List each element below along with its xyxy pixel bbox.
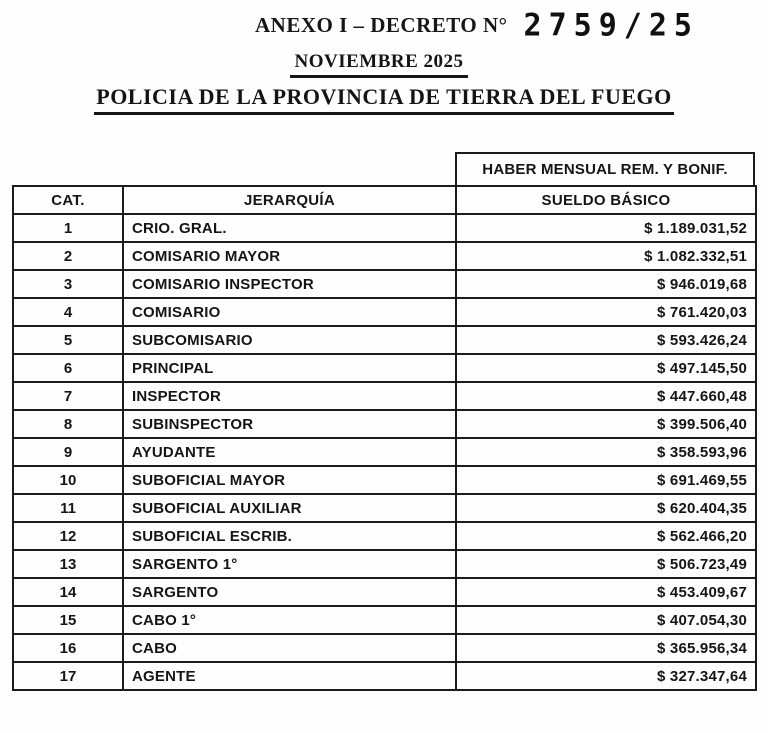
table-row: [13, 578, 756, 606]
jerarquia-cell: AYUDANTE: [123, 438, 456, 466]
category-cell: 10: [13, 466, 123, 494]
sueldo-cell: $ 453.409,67: [456, 578, 756, 606]
jerarquia-cell: COMISARIO INSPECTOR: [123, 270, 456, 298]
sueldo-cell: $ 506.723,49: [456, 550, 756, 578]
month-subtitle-wrap: [0, 51, 758, 78]
anexo-decreto-label: ANEXO I – DECRETO N°: [255, 13, 508, 37]
sueldo-cell: $ 1.189.031,52: [456, 214, 756, 242]
category-cell: 12: [13, 522, 123, 550]
jerarquia-cell: SUBOFICIAL ESCRIB.: [123, 522, 456, 550]
sueldo-cell: $ 562.466,20: [456, 522, 756, 550]
sueldo-cell: $ 365.956,34: [456, 634, 756, 662]
table-row: [13, 354, 756, 382]
jerarquia-cell: SARGENTO: [123, 578, 456, 606]
jerarquia-cell: SUBINSPECTOR: [123, 410, 456, 438]
category-cell: 16: [13, 634, 123, 662]
jerarquia-cell: SUBOFICIAL AUXILIAR: [123, 494, 456, 522]
jerarquia-cell: SUBOFICIAL MAYOR: [123, 466, 456, 494]
table-row: [13, 382, 756, 410]
column-header-jerarquia: JERARQUÍA: [123, 186, 456, 214]
salary-table-body: [13, 214, 756, 690]
category-cell: 13: [13, 550, 123, 578]
jerarquia-cell: CABO 1°: [123, 606, 456, 634]
sueldo-cell: $ 407.054,30: [456, 606, 756, 634]
category-cell: 14: [13, 578, 123, 606]
category-cell: 2: [13, 242, 123, 270]
table-row: [13, 242, 756, 270]
table-row: [13, 466, 756, 494]
column-header-sueldo-basico: SUELDO BÁSICO: [456, 186, 756, 214]
table-row: [13, 550, 756, 578]
sueldo-cell: $ 691.469,55: [456, 466, 756, 494]
table-row: [13, 634, 756, 662]
table-row: [13, 522, 756, 550]
sueldo-cell: $ 399.506,40: [456, 410, 756, 438]
table-row: [13, 494, 756, 522]
category-cell: 9: [13, 438, 123, 466]
institution-heading-wrap: [0, 84, 768, 115]
jerarquia-cell: CRIO. GRAL.: [123, 214, 456, 242]
sueldo-cell: $ 761.420,03: [456, 298, 756, 326]
jerarquia-cell: PRINCIPAL: [123, 354, 456, 382]
category-cell: 6: [13, 354, 123, 382]
institution-heading: POLICIA DE LA PROVINCIA DE TIERRA DEL FUEGO: [94, 84, 674, 115]
category-cell: 5: [13, 326, 123, 354]
table-row: [13, 438, 756, 466]
category-cell: 4: [13, 298, 123, 326]
column-header-cat: CAT.: [13, 186, 123, 214]
haber-mensual-group-header: HABER MENSUAL REM. Y BONIF.: [455, 152, 755, 185]
table-row: [13, 326, 756, 354]
jerarquia-cell: AGENTE: [123, 662, 456, 690]
salary-table: [12, 185, 757, 691]
category-cell: 1: [13, 214, 123, 242]
jerarquia-cell: SARGENTO 1°: [123, 550, 456, 578]
jerarquia-cell: INSPECTOR: [123, 382, 456, 410]
sueldo-cell: $ 593.426,24: [456, 326, 756, 354]
jerarquia-cell: SUBCOMISARIO: [123, 326, 456, 354]
jerarquia-cell: COMISARIO: [123, 298, 456, 326]
sueldo-cell: $ 447.660,48: [456, 382, 756, 410]
table-row: [13, 410, 756, 438]
document-title: [255, 8, 699, 43]
category-cell: 8: [13, 410, 123, 438]
table-row: [13, 606, 756, 634]
jerarquia-cell: CABO: [123, 634, 456, 662]
table-row: [13, 298, 756, 326]
category-cell: 15: [13, 606, 123, 634]
sueldo-cell: $ 620.404,35: [456, 494, 756, 522]
jerarquia-cell: COMISARIO MAYOR: [123, 242, 456, 270]
table-row: [13, 662, 756, 690]
table-row: [13, 270, 756, 298]
sueldo-cell: $ 946.019,68: [456, 270, 756, 298]
category-cell: 3: [13, 270, 123, 298]
month-subtitle: NOVIEMBRE 2025: [290, 51, 467, 78]
decree-number-stamp: 2759/25: [523, 7, 699, 44]
category-cell: 7: [13, 382, 123, 410]
sueldo-cell: $ 327.347,64: [456, 662, 756, 690]
category-cell: 11: [13, 494, 123, 522]
table-row: [13, 214, 756, 242]
sueldo-cell: $ 358.593,96: [456, 438, 756, 466]
sueldo-cell: $ 1.082.332,51: [456, 242, 756, 270]
salary-table-header: [13, 186, 756, 214]
sueldo-cell: $ 497.145,50: [456, 354, 756, 382]
category-cell: 17: [13, 662, 123, 690]
